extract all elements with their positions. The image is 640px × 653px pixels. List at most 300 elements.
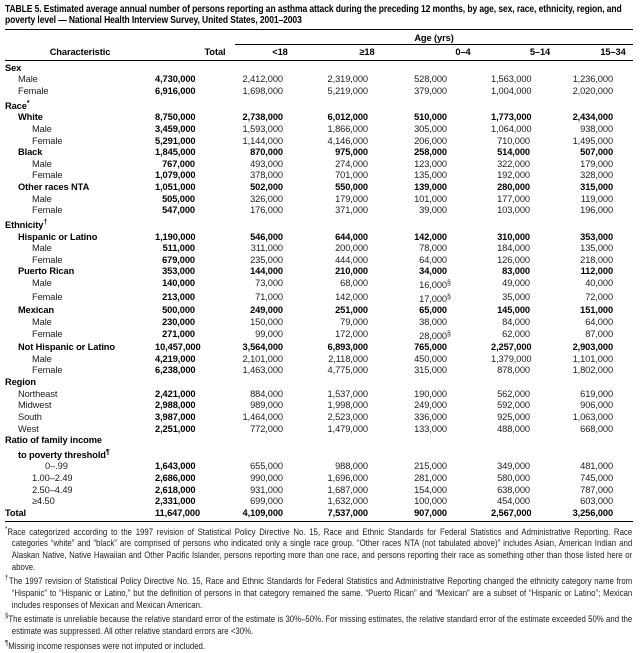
cell-ge18	[315, 435, 403, 461]
cell-lt18: 2,412,000	[242, 74, 283, 85]
cell-total: 767,000	[162, 158, 195, 169]
cell-ge18: 988,000	[335, 461, 368, 472]
cell-lt18: 1,144,000	[242, 135, 283, 146]
cell-0-4: 100,000	[414, 496, 447, 507]
cell-5-14: 1,563,000	[491, 74, 532, 85]
cell-5-14	[491, 98, 569, 113]
cell-5-14: 184,000	[497, 243, 530, 254]
cell-ge18: 4,146,000	[327, 135, 368, 146]
cell-5-14: 1,004,000	[491, 86, 532, 97]
cell-15-34	[569, 98, 633, 113]
cell-lt18: 2,738,000	[242, 112, 283, 123]
cell-0-4: 34,000	[419, 266, 447, 277]
footnote: ¶Missing income responses were not imputed or included.	[5, 639, 206, 651]
cell-5-14: 83,000	[502, 266, 530, 277]
table-row	[5, 170, 633, 182]
section-row	[5, 217, 633, 232]
cell-ge18: 68,000	[340, 278, 368, 289]
table-row	[5, 136, 633, 148]
table-row	[5, 473, 633, 485]
cell-15-34: 2,434,000	[572, 112, 614, 123]
row-label: Other races NTA	[18, 182, 90, 193]
asthma-attack-table	[5, 31, 633, 522]
cell-ge18: 79,000	[340, 316, 368, 327]
cell-0-4: 133,000	[414, 423, 447, 434]
cell-0-4: 154,000	[414, 484, 447, 495]
cell-5-14: 280,000	[497, 182, 530, 193]
cell-0-4: 305,000	[414, 123, 447, 134]
cell-lt18: 655,000	[250, 461, 283, 472]
cell-total: 6,916,000	[155, 86, 196, 97]
table-row	[5, 147, 633, 159]
cell-15-34: 2,903,000	[572, 342, 614, 353]
cell-15-34: 87,000	[585, 328, 614, 339]
cell-total: 2,618,000	[155, 484, 196, 495]
cell-lt18: 1,464,000	[242, 411, 283, 422]
cell-lt18: 249,000	[250, 305, 283, 316]
row-label: Sex	[5, 62, 22, 73]
cell-ge18: 7,537,000	[315, 508, 403, 521]
cell-total: 4,730,000	[155, 74, 196, 85]
cell-5-14: 454,000	[497, 496, 530, 507]
column-header-total: Total	[155, 44, 235, 60]
cell-lt18: 326,000	[250, 193, 283, 204]
table-row	[5, 205, 633, 217]
cell-ge18: 274,000	[335, 158, 368, 169]
cell-0-4	[403, 377, 491, 389]
row-label: Female	[32, 135, 63, 146]
cell-ge18: 644,000	[335, 231, 368, 242]
section-row	[5, 377, 633, 389]
cell-5-14: 126,000	[497, 254, 530, 265]
cell-5-14: 710,000	[497, 135, 530, 146]
cell-total: 2,686,000	[155, 473, 196, 484]
cell-ge18: 4,775,000	[327, 365, 368, 376]
cell-15-34: 2,020,000	[572, 86, 614, 97]
cell-0-4: 78,000	[419, 243, 447, 254]
row-label: Male	[32, 123, 52, 134]
table-row	[5, 266, 633, 278]
row-label: White	[18, 112, 43, 123]
table-row	[5, 389, 633, 401]
cell-lt18: 990,000	[250, 473, 283, 484]
table-row	[5, 305, 633, 317]
cell-total: 679,000	[162, 254, 195, 265]
cell-5-14: 878,000	[497, 365, 530, 376]
row-label: Male	[32, 243, 52, 254]
cell-ge18	[315, 60, 403, 74]
cell-lt18: 870,000	[250, 147, 283, 158]
cell-5-14: 192,000	[497, 170, 530, 181]
cell-15-34: 481,000	[580, 461, 614, 472]
cell-15-34: 3,256,000	[569, 508, 633, 521]
cell-15-34: 938,000	[580, 123, 614, 134]
cell-0-4: 16,000§	[419, 280, 451, 291]
cell-0-4: 38,000	[419, 316, 447, 327]
cell-0-4: 336,000	[414, 411, 447, 422]
cell-lt18: 1,593,000	[242, 123, 283, 134]
cell-0-4: 17,000§	[419, 293, 451, 304]
cell-5-14: 322,000	[497, 158, 530, 169]
cell-ge18: 6,012,000	[327, 112, 368, 123]
column-header-0-4: 0–4	[403, 44, 491, 60]
row-label: ≥4.50	[32, 496, 55, 507]
cell-5-14: 35,000	[502, 291, 530, 302]
cell-ge18: 975,000	[335, 147, 368, 158]
footnote: *Race categorized according to the 1997 revision of Statistical Policy Directive No. 15, Race and Ethnic Standards for Federal Statistics and Administrative Reporting. Race categories “white” and “black” are comprised of persons who indicated only a single race group. “Other races NTA (not tabulated above)” includes Asian, American Indian and Alaskan Native, Native Hawaiian and Other Pacific Islander, persons reporting more than one race, and persons reporting their race as something other than those listed here or above.	[5, 525, 633, 572]
cell-lt18	[235, 98, 315, 113]
cell-total: 2,988,000	[155, 400, 196, 411]
cell-lt18: 99,000	[255, 328, 283, 339]
cell-0-4	[403, 435, 491, 461]
row-label: Region	[5, 377, 36, 388]
cell-5-14: 488,000	[497, 423, 530, 434]
cell-15-34: 603,000	[580, 496, 614, 507]
table-row	[5, 400, 633, 412]
cell-lt18: 3,564,000	[242, 342, 283, 353]
cell-5-14	[491, 217, 569, 232]
column-header-characteristic: Characteristic	[5, 44, 155, 60]
row-label: Female	[18, 86, 49, 97]
cell-15-34: 1,063,000	[572, 411, 614, 422]
footnote-marker: *	[5, 525, 8, 533]
row-label: Male	[32, 193, 52, 204]
cell-lt18: 176,000	[250, 205, 283, 216]
cell-0-4: 510,000	[414, 112, 447, 123]
cell-0-4: 379,000	[414, 86, 447, 97]
row-label: Male	[32, 278, 52, 289]
cell-0-4: 450,000	[414, 353, 447, 364]
cell-lt18: 1,698,000	[242, 86, 283, 97]
cell-15-34: 1,802,000	[572, 365, 614, 376]
cell-0-4: 281,000	[414, 473, 447, 484]
table-row	[5, 112, 633, 124]
cell-ge18: 1,998,000	[327, 400, 368, 411]
cell-15-34: 328,000	[580, 170, 614, 181]
cell-15-34: 72,000	[585, 291, 614, 302]
cell-total: 4,219,000	[155, 353, 196, 364]
cell-15-34: 1,236,000	[572, 74, 614, 85]
cell-0-4: 65,000	[419, 305, 447, 316]
row-label: Male	[32, 316, 52, 327]
cell-5-14: 562,000	[497, 388, 530, 399]
cell-15-34: 119,000	[580, 193, 614, 204]
cell-total: 1,845,000	[155, 147, 196, 158]
cell-ge18: 371,000	[335, 205, 368, 216]
age-group-header: Age (yrs)	[235, 31, 633, 45]
cell-ge18: 5,219,000	[327, 86, 368, 97]
cell-5-14: 49,000	[502, 278, 530, 289]
cell-total: 5,291,000	[155, 135, 196, 146]
cell-lt18: 772,000	[250, 423, 283, 434]
cell-15-34: 1,101,000	[572, 353, 614, 364]
column-header-row	[5, 44, 633, 60]
table-row	[5, 194, 633, 206]
column-header-5-14: 5–14	[491, 44, 569, 60]
cell-lt18	[235, 377, 315, 389]
title-rule	[5, 29, 633, 30]
cell-15-34: 112,000	[580, 266, 614, 277]
cell-lt18: 931,000	[250, 484, 283, 495]
row-label: Race*	[5, 99, 30, 111]
cell-15-34: 353,000	[580, 231, 614, 242]
cell-ge18: 1,687,000	[327, 484, 368, 495]
cell-total: 11,647,000	[155, 508, 235, 521]
cell-ge18: 2,523,000	[327, 411, 368, 422]
cell-0-4	[403, 217, 491, 232]
cell-15-34: 906,000	[580, 400, 614, 411]
cell-ge18	[315, 217, 403, 232]
table-row	[5, 86, 633, 98]
cell-ge18: 200,000	[335, 243, 368, 254]
row-label: West	[18, 423, 39, 434]
row-label: Northeast	[18, 388, 58, 399]
cell-lt18: 71,000	[255, 291, 283, 302]
cell-total: 6,238,000	[155, 365, 196, 376]
cell-total: 2,331,000	[155, 496, 196, 507]
row-label: Black	[18, 147, 43, 158]
cell-total: 8,750,000	[155, 112, 196, 123]
cell-total: 505,000	[162, 193, 195, 204]
cell-15-34: 135,000	[580, 243, 614, 254]
row-label: Total	[5, 508, 155, 521]
cell-15-34: 619,000	[580, 388, 614, 399]
cell-0-4: 123,000	[414, 158, 447, 169]
cell-total	[155, 217, 235, 232]
cell-0-4: 765,000	[414, 342, 447, 353]
footnote: §The estimate is unreliable because the relative standard error of the estimate is 30%–50%. For missing estimates, the relative standard error of the estimate exceeded 50% and the estimate was suppressed. All other relative standard errors are <30%.	[5, 613, 633, 637]
cell-lt18: 1,463,000	[242, 365, 283, 376]
table-row	[5, 365, 633, 377]
cell-total: 1,051,000	[155, 182, 196, 193]
table-row	[5, 74, 633, 86]
cell-0-4: 258,000	[414, 147, 447, 158]
row-label: Not Hispanic or Latino	[18, 342, 115, 353]
cell-total: 140,000	[162, 278, 195, 289]
cell-0-4: 206,000	[414, 135, 447, 146]
table-row	[5, 461, 633, 473]
footnote-marker: †	[43, 218, 48, 226]
row-label: Puerto Rican	[18, 266, 75, 277]
footnote-marker: †	[5, 575, 9, 583]
footnote-marker: ¶	[5, 639, 9, 647]
cell-total: 230,000	[162, 316, 195, 327]
cell-15-34	[569, 217, 633, 232]
cell-ge18: 1,479,000	[327, 423, 368, 434]
cell-0-4: 39,000	[419, 205, 447, 216]
cell-0-4: 28,000§	[419, 330, 451, 341]
cell-ge18: 251,000	[335, 305, 368, 316]
cell-total	[155, 435, 235, 461]
cell-5-14: 592,000	[497, 400, 530, 411]
cell-0-4: 215,000	[414, 461, 447, 472]
cell-5-14: 1,064,000	[491, 123, 532, 134]
table-row	[5, 159, 633, 171]
cell-0-4: 142,000	[414, 231, 447, 242]
cell-ge18: 1,866,000	[327, 123, 368, 134]
cell-lt18: 144,000	[250, 266, 283, 277]
cell-0-4: 101,000	[414, 193, 447, 204]
table-row	[5, 496, 633, 508]
cell-15-34: 196,000	[580, 205, 614, 216]
cell-5-14: 2,257,000	[491, 342, 532, 353]
cell-5-14: 103,000	[497, 205, 530, 216]
cell-ge18	[315, 377, 403, 389]
cell-15-34: 787,000	[580, 484, 614, 495]
table-row	[5, 354, 633, 366]
cell-total: 2,421,000	[155, 388, 196, 399]
cell-lt18: 546,000	[250, 231, 283, 242]
row-label: 1.00–2.49	[32, 473, 73, 484]
cell-ge18: 6,893,000	[327, 342, 368, 353]
cell-total: 3,459,000	[155, 123, 196, 134]
cell-0-4: 135,000	[414, 170, 447, 181]
row-label: Hispanic or Latino	[18, 231, 98, 242]
cell-lt18: 699,000	[250, 496, 283, 507]
cell-5-14: 62,000	[502, 328, 530, 339]
cell-15-34: 40,000	[585, 278, 614, 289]
row-label: Female	[32, 254, 63, 265]
cell-5-14: 925,000	[497, 411, 530, 422]
cell-lt18: 73,000	[255, 278, 283, 289]
cell-total: 1,643,000	[155, 461, 196, 472]
cell-15-34: 1,495,000	[572, 135, 614, 146]
cell-ge18: 179,000	[335, 193, 368, 204]
row-label: Male	[32, 353, 52, 364]
cell-total: 547,000	[162, 205, 195, 216]
cell-ge18: 142,000	[335, 291, 368, 302]
footnote-marker: ¶	[105, 448, 110, 456]
cell-lt18: 884,000	[250, 388, 283, 399]
column-header-15-34: 15–34	[569, 44, 633, 60]
cell-lt18: 502,000	[250, 182, 283, 193]
cell-15-34: 64,000	[585, 316, 614, 327]
row-label: Male	[18, 74, 38, 85]
row-label: Female	[32, 291, 63, 302]
section-row	[5, 60, 633, 74]
cell-5-14: 1,773,000	[491, 112, 532, 123]
footnotes	[5, 524, 632, 653]
footnote-marker: *	[26, 99, 30, 107]
cell-lt18	[235, 435, 315, 461]
cell-5-14: 310,000	[497, 231, 530, 242]
row-label: Ethnicity†	[5, 218, 48, 230]
cell-lt18: 311,000	[250, 243, 283, 254]
age-group-row	[5, 31, 633, 45]
table-row	[5, 342, 633, 354]
cell-total: 500,000	[162, 305, 195, 316]
cell-0-4	[403, 98, 491, 113]
cell-total: 10,457,000	[155, 342, 201, 353]
section-row	[5, 98, 633, 113]
cell-15-34	[569, 377, 633, 389]
cell-5-14	[491, 435, 569, 461]
table-row	[5, 317, 633, 329]
row-label: Midwest	[18, 400, 52, 411]
cell-15-34	[569, 435, 633, 461]
cell-0-4	[403, 60, 491, 74]
row-label: Male	[32, 158, 52, 169]
cell-lt18: 4,109,000	[235, 508, 315, 521]
cell-total: 213,000	[162, 291, 195, 302]
cell-total: 2,251,000	[155, 423, 196, 434]
cell-5-14: 580,000	[497, 473, 530, 484]
cell-ge18: 550,000	[335, 182, 368, 193]
cell-0-4: 528,000	[414, 74, 447, 85]
row-label: Female	[32, 205, 63, 216]
cell-total: 1,190,000	[155, 231, 196, 242]
cell-5-14: 638,000	[497, 484, 530, 495]
cell-total	[155, 98, 235, 113]
cell-ge18: 210,000	[335, 266, 368, 277]
cell-lt18	[235, 217, 315, 232]
cell-15-34: 179,000	[580, 158, 614, 169]
table-row	[5, 329, 633, 343]
cell-ge18: 444,000	[335, 254, 368, 265]
cell-ge18: 1,696,000	[327, 473, 368, 484]
cell-15-34: 315,000	[580, 182, 614, 193]
row-label: Female	[32, 365, 63, 376]
cell-lt18: 235,000	[250, 254, 283, 265]
row-label: Female	[32, 328, 63, 339]
cell-5-14: 349,000	[497, 461, 530, 472]
cell-0-4: 190,000	[414, 388, 447, 399]
table-row	[5, 255, 633, 267]
table-row	[5, 485, 633, 497]
age-group-spacer	[5, 31, 235, 45]
cell-15-34: 507,000	[580, 147, 614, 158]
cell-5-14	[491, 377, 569, 389]
row-label: Ratio of family income to poverty threshold¶	[5, 435, 110, 460]
table-row	[5, 278, 633, 292]
table-row	[5, 124, 633, 136]
table-row	[5, 424, 633, 436]
total-summary-row	[5, 508, 633, 521]
column-header-ge18: ≥18	[315, 44, 403, 60]
cell-5-14: 1,379,000	[491, 353, 532, 364]
cell-0-4: 315,000	[414, 365, 447, 376]
table-row	[5, 243, 633, 255]
cell-lt18	[235, 60, 315, 74]
cell-15-34: 668,000	[580, 423, 614, 434]
cell-lt18: 989,000	[250, 400, 283, 411]
cell-total	[155, 60, 235, 74]
cell-lt18: 2,101,000	[242, 353, 283, 364]
table-row	[5, 292, 633, 306]
row-label: Female	[32, 170, 63, 181]
cell-ge18: 172,000	[335, 328, 368, 339]
cell-ge18: 701,000	[335, 170, 368, 181]
cell-0-4: 249,000	[414, 400, 447, 411]
table-row	[5, 182, 633, 194]
cell-5-14: 145,000	[497, 305, 530, 316]
cell-15-34: 745,000	[580, 473, 614, 484]
row-label: Mexican	[18, 305, 54, 316]
cell-ge18	[315, 98, 403, 113]
cell-5-14	[491, 60, 569, 74]
section-row	[5, 435, 633, 461]
row-label: 2.50–4.49	[32, 484, 73, 495]
cell-5-14: 177,000	[497, 193, 530, 204]
cell-lt18: 493,000	[250, 158, 283, 169]
cell-total: 3,987,000	[155, 411, 196, 422]
cell-0-4: 64,000	[419, 254, 447, 265]
cell-0-4: 907,000	[403, 508, 491, 521]
cell-15-34: 151,000	[580, 305, 614, 316]
cell-5-14: 514,000	[497, 147, 530, 158]
cell-ge18: 1,632,000	[327, 496, 368, 507]
cell-5-14: 2,567,000	[491, 508, 569, 521]
